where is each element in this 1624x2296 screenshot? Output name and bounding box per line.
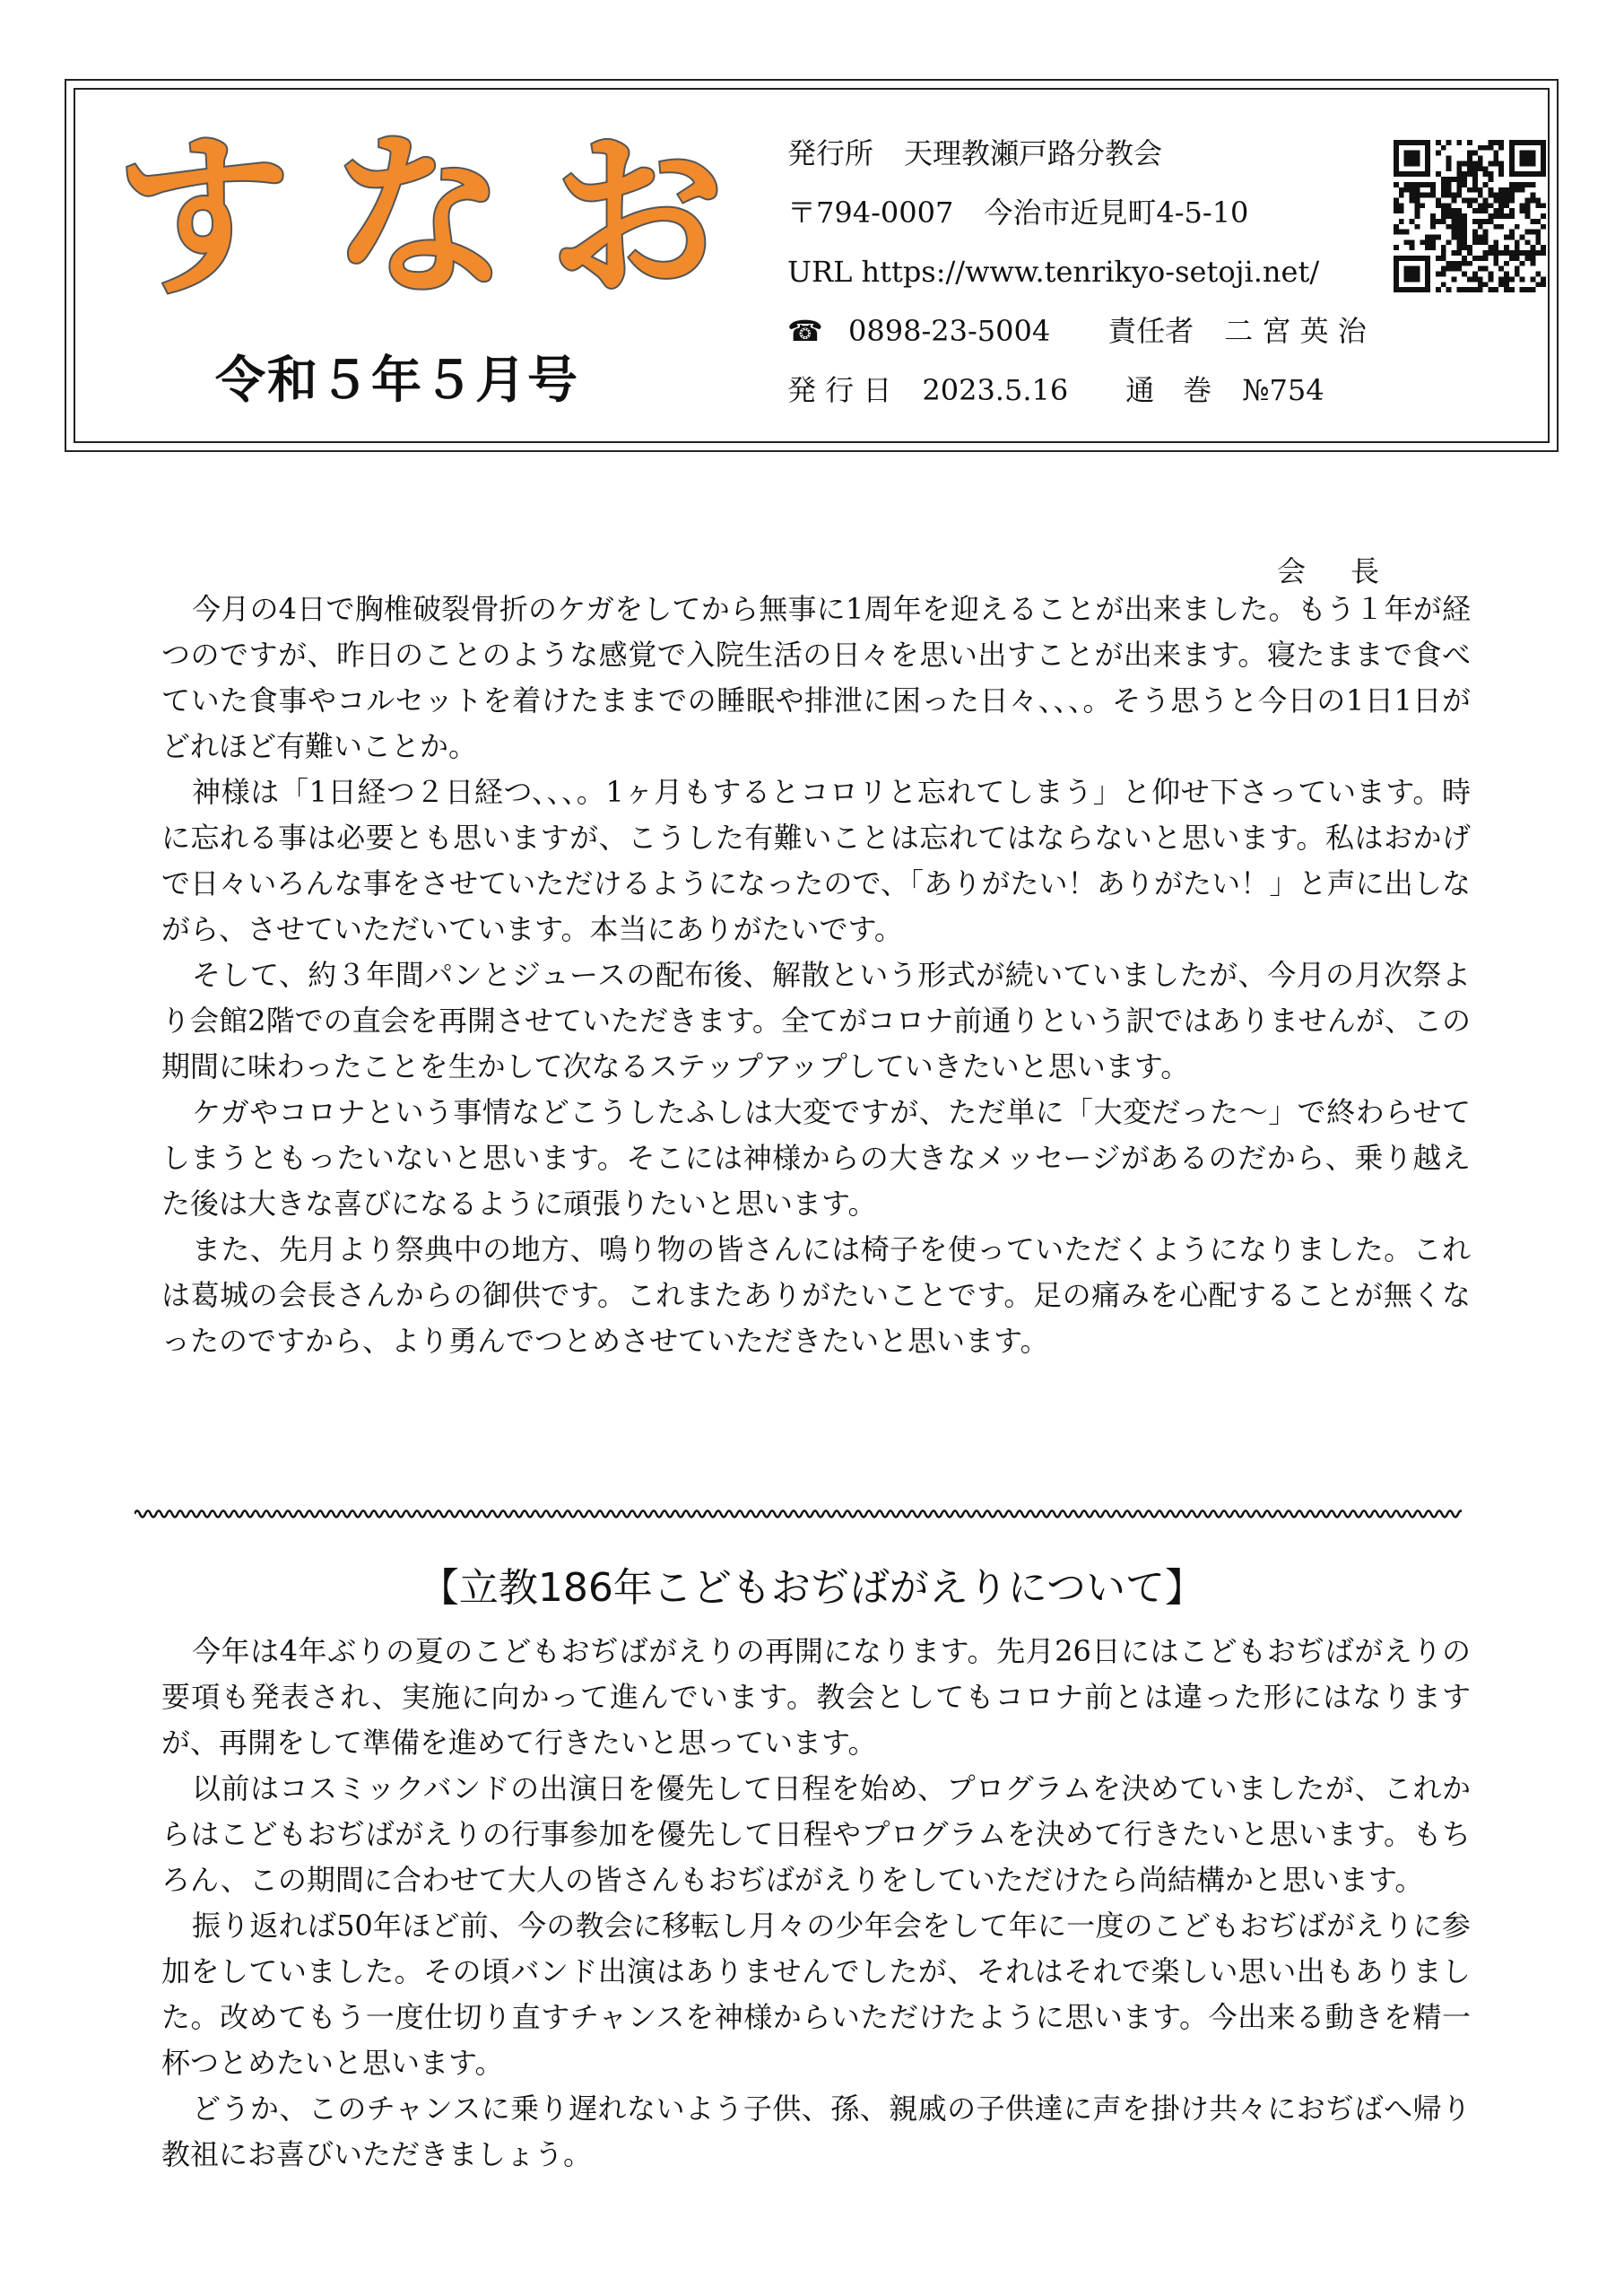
publication-info xyxy=(787,124,1367,420)
paragraph: 今年は4年ぶりの夏のこどもおぢばがえりの再開になります。先月26日にはこどもおぢばがえりの要項も発表され、実施に向かって進んでいます。教会としてもコロナ前とは違った形にはなりますが、再開をして準備を進めて行きたいと思っています。 xyxy=(161,1634,1471,1760)
wavy-divider xyxy=(135,1505,1462,1523)
issue-label: 令和５年５月号 xyxy=(215,352,579,410)
publisher-row xyxy=(787,124,1367,183)
contact-row xyxy=(787,301,1367,361)
paragraph: また、先月より祭典中の地方、鳴り物の皆さんには椅子を使っていただくようになりました。これは葛城の会長さんからの御供です。これまたありがたいことです。足の痛みを心配することが無くなったのですから、より勇んでつとめさせていただきたいと思います。 xyxy=(161,1232,1471,1358)
address: 今治市近見町4-5-10 xyxy=(984,196,1249,230)
kodomo-ojibagaeri-article xyxy=(161,1629,1471,2178)
paragraph: 振り返れば50年ほど前、今の教会に移転し月々の少年会をして年に一度のこどもおぢばがえりに参加をしていました。その頃バンド出演はありませんでしたが、それはそれで楽しい思い出もありました。改めてもう一度仕切り直すチャンスを神様からいただけたように思います。今出来る動きを精一杯つとめたいと思います。 xyxy=(161,1909,1471,2080)
responsible-label: 責任者 xyxy=(1107,314,1194,348)
newsletter-title: すなお xyxy=(115,116,725,320)
paragraph: ケガやコロナという事情などこうしたふしは大変ですが、ただ単に「大変だった～」で終わらせてしまうともったいないと思います。そこには神様からの大きなメッセージがあるのだから、乗り越えた後は大きな喜びになるように頑張りたいと思います。 xyxy=(161,1095,1471,1221)
section-heading: 【立教186年こどもおぢばがえりについて】 xyxy=(419,1565,1205,1611)
address-row xyxy=(787,183,1367,242)
publisher-name: 天理教瀬戸路分教会 xyxy=(904,136,1163,170)
paragraph: 神様は「1日経つ２日経つ、、、。1ヶ月もするとコロリと忘れてしまう」と仰せ下さっています。時に忘れる事は必要とも思いますが、こうした有難いことは忘れてはならないと思います。私はおかげで日々いろんな事をさせていただけるようになったので、「ありがたい！ありがたい！」と声に出しながら、させていただいています。本当にありがたいです。 xyxy=(161,775,1471,946)
issue-date-row xyxy=(787,361,1367,420)
responsible-name: 二 宮 英 治 xyxy=(1224,314,1367,348)
volume-label: 通 巻 xyxy=(1125,373,1212,407)
paragraph: 以前はコスミックバンドの出演日を優先して日程を始め、プログラムを決めていましたが、これからはこどもおぢばがえりの行事参加を優先して日程やプログラムを決めて行きたいと思います。もちろん、この期間に合わせて大人の皆さんもおぢばがえりをしていただけたら尚結構かと思います。 xyxy=(161,1771,1471,1897)
phone-icon: ☎ xyxy=(787,314,823,348)
author-title: 会長 xyxy=(1277,554,1425,588)
paragraph: そして、約３年間パンとジュースの配布後、解散という形式が続いていましたが、今月の月次祭より会館2階での直会を再開させていただきます。全てがコロナ前通りという訳ではありませんが、この期間に味わったことを生かして次なるステップアップしていきたいと思います。 xyxy=(161,958,1471,1083)
url-row xyxy=(787,242,1367,301)
postal-code: 〒794-0007 xyxy=(787,196,954,230)
qr-code-icon[interactable] xyxy=(1394,140,1546,292)
website-link[interactable]: https://www.tenrikyo-setoji.net/ xyxy=(861,255,1320,289)
chairman-message xyxy=(161,587,1471,1364)
url-label: URL xyxy=(787,255,853,289)
phone-number: 0898-23-5004 xyxy=(848,314,1051,348)
volume-number: №754 xyxy=(1242,373,1324,407)
issued-date: 2023.5.16 xyxy=(922,373,1069,407)
author-byline xyxy=(1277,549,1424,590)
paragraph: 今月の4日で胸椎破裂骨折のケガをしてから無事に1周年を迎えることが出来ました。もう１年が経つのですが、昨日のことのような感覚で入院生活の日々を思い出すことが出来ます。寝たままで食べていた食事やコルセットを着けたままでの睡眠や排泄に困った日々、、、。そう思うと今日の1日1日がどれほど有難いことか。 xyxy=(161,592,1471,763)
issued-label: 発 行 日 xyxy=(787,373,892,407)
newsletter-logo xyxy=(115,116,725,320)
paragraph: どうか、このチャンスに乗り遅れないよう子供、孫、親戚の子供達に声を掛け共々におぢばへ帰り教祖にお喜びいただきましょう。 xyxy=(161,2092,1471,2171)
publisher-label: 発行所 xyxy=(787,136,874,170)
